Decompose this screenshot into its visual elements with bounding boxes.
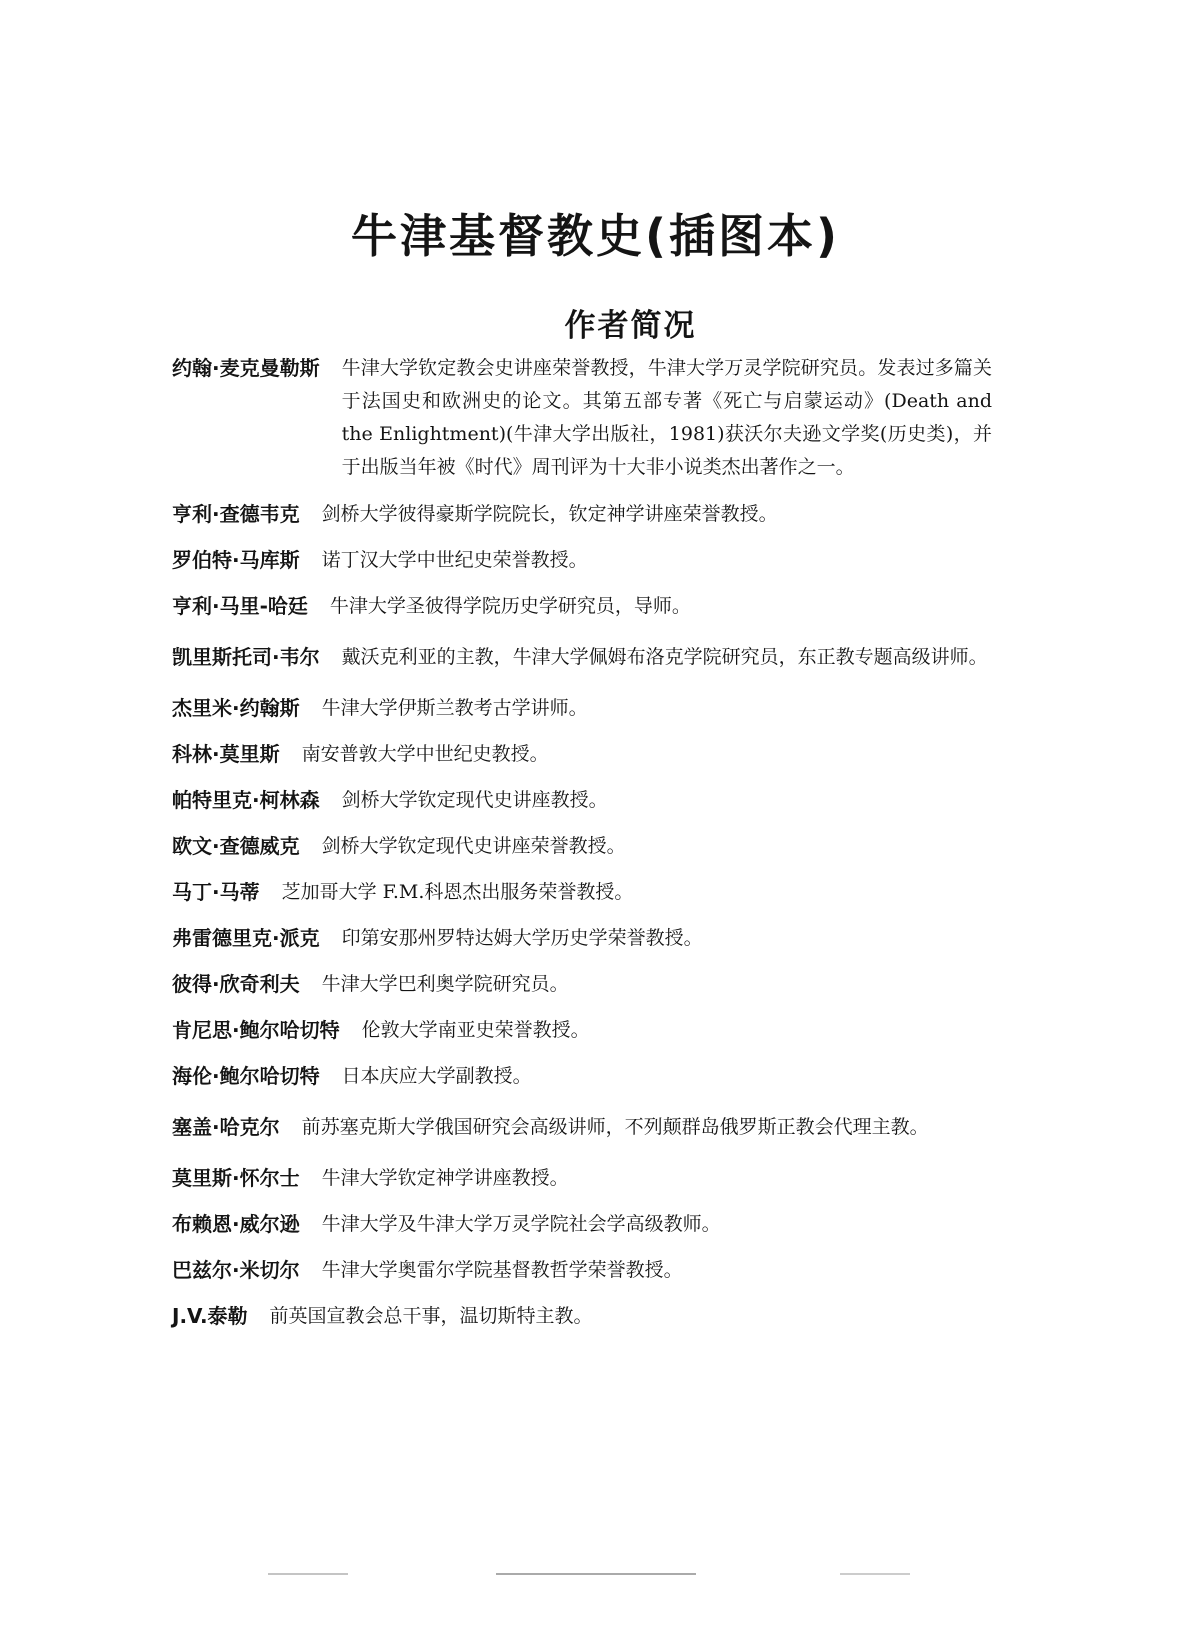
author-entry <box>172 590 992 622</box>
author-bio: 戴沃克利亚的主教，牛津大学佩姆布洛克学院研究员，东正教专题高级讲师。 <box>341 646 988 668</box>
author-entry <box>172 830 992 862</box>
author-bio: 牛津大学钦定神学讲座教授。 <box>321 1167 569 1189</box>
author-entry <box>172 352 992 484</box>
author-name: 帕特里克·柯林森 <box>172 788 320 812</box>
author-bio: 芝加哥大学 F.M.科恩杰出服务荣誉教授。 <box>281 881 634 903</box>
author-name: 约翰·麦克曼勒斯 <box>172 356 320 380</box>
author-entry <box>172 636 992 678</box>
author-entry <box>172 1106 992 1148</box>
author-entry <box>172 738 992 770</box>
author-entry <box>172 784 992 816</box>
author-bio: 牛津大学钦定教会史讲座荣誉教授，牛津大学万灵学院研究员。发表过多篇关于法国史和欧洲史的论文。其第五部专著《死亡与启蒙运动》(Death and the Enlightment)(牛津大学出版社，1981)获沃尔夫逊文学奖(历史类)，并于出版当年被《时代》周刊评为十大非小说类杰出著作之一。 <box>341 357 992 478</box>
author-name: 亨利·马里-哈廷 <box>172 594 308 618</box>
author-bio: 牛津大学奥雷尔学院基督教哲学荣誉教授。 <box>321 1259 683 1281</box>
scan-artifact-line <box>268 1573 348 1575</box>
author-name: 亨利·查德韦克 <box>172 502 300 526</box>
author-bio: 日本庆应大学副教授。 <box>341 1065 532 1087</box>
author-name: 巴兹尔·米切尔 <box>172 1258 300 1282</box>
author-bio: 剑桥大学钦定现代史讲座教授。 <box>341 789 608 811</box>
author-name: 塞盖·哈克尔 <box>172 1115 280 1139</box>
author-name: J.V.泰勒 <box>172 1304 248 1328</box>
book-title: 牛津基督教史(插图本) <box>350 209 841 263</box>
author-bio: 前英国宣教会总干事，温切斯特主教。 <box>269 1305 593 1327</box>
author-bio: 南安普敦大学中世纪史教授。 <box>301 743 549 765</box>
author-entry <box>172 1300 992 1332</box>
author-bio: 伦敦大学南亚史荣誉教授。 <box>361 1019 590 1041</box>
author-bio: 诺丁汉大学中世纪史荣誉教授。 <box>321 549 588 571</box>
author-entry <box>172 498 992 530</box>
author-bio: 剑桥大学钦定现代史讲座荣誉教授。 <box>321 835 626 857</box>
scan-artifact-line <box>496 1573 696 1575</box>
author-entry <box>172 876 992 908</box>
author-name: 莫里斯·怀尔士 <box>172 1166 300 1190</box>
author-bio: 牛津大学及牛津大学万灵学院社会学高级教师。 <box>321 1213 721 1235</box>
scan-artifact-line <box>840 1573 910 1575</box>
author-name: 布赖恩·威尔逊 <box>172 1212 300 1236</box>
author-name: 弗雷德里克·派克 <box>172 926 320 950</box>
author-name: 肯尼思·鲍尔哈切特 <box>172 1018 340 1042</box>
author-entry <box>172 544 992 576</box>
author-bio: 剑桥大学彼得豪斯学院院长，钦定神学讲座荣誉教授。 <box>321 503 778 525</box>
author-bio: 牛津大学伊斯兰教考古学讲师。 <box>321 697 588 719</box>
author-entry <box>172 1254 992 1286</box>
author-name: 马丁·马蒂 <box>172 880 260 904</box>
author-entry <box>172 1014 992 1046</box>
author-entry <box>172 1208 992 1240</box>
author-entry <box>172 1162 992 1194</box>
author-bio: 印第安那州罗特达姆大学历史学荣誉教授。 <box>341 927 703 949</box>
author-name: 罗伯特·马库斯 <box>172 548 300 572</box>
author-entry <box>172 1060 992 1092</box>
author-name: 杰里米·约翰斯 <box>172 696 300 720</box>
author-name: 欧文·查德威克 <box>172 834 300 858</box>
author-bio: 牛津大学圣彼得学院历史学研究员，导师。 <box>329 595 691 617</box>
author-name: 彼得·欣奇利夫 <box>172 972 300 996</box>
author-entry <box>172 922 992 954</box>
author-bio: 牛津大学巴利奥学院研究员。 <box>321 973 569 995</box>
author-name: 海伦·鲍尔哈切特 <box>172 1064 320 1088</box>
author-name: 凯里斯托司·韦尔 <box>172 645 320 669</box>
author-entry <box>172 968 992 1000</box>
author-bio: 前苏塞克斯大学俄国研究会高级讲师，不列颠群岛俄罗斯正教会代理主教。 <box>301 1116 929 1138</box>
section-title: 作者简况 <box>564 308 697 344</box>
author-entry <box>172 692 992 724</box>
author-name: 科林·莫里斯 <box>172 742 280 766</box>
author-list <box>172 352 992 1346</box>
